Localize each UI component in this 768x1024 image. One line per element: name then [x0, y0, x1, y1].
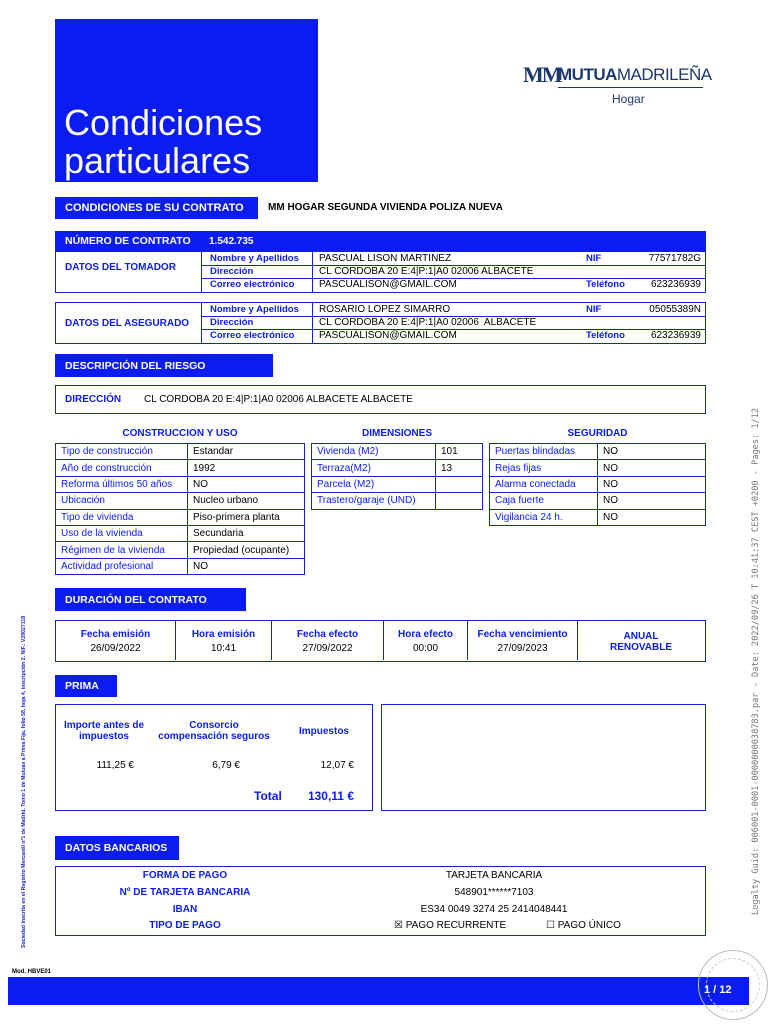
table-row: Actividad profesional NO — [56, 558, 305, 574]
title-block — [55, 19, 318, 182]
table-row: Caja fuerte NO — [490, 493, 706, 509]
logo-divider — [558, 87, 703, 88]
duration-box — [55, 620, 706, 662]
duration-col: Fecha emisión 26/09/2022 — [56, 621, 176, 660]
duration-col: Hora efecto 00:00 — [384, 621, 468, 660]
seguridad-table — [489, 443, 706, 526]
tomador-section — [55, 251, 706, 293]
page-indicator: 1 / 12 — [704, 984, 732, 996]
table-row: Trastero/garaje (UND) — [312, 493, 483, 509]
tomador-telefono: 623236939 — [650, 279, 701, 290]
footer-bar — [8, 977, 749, 1005]
table-row: Tipo de vivienda Piso-primera planta — [56, 509, 305, 525]
prima-impuestos-label: Impuestos — [298, 726, 349, 737]
construccion-title: CONSTRUCCION Y USO — [122, 428, 238, 439]
table-row: Año de construcción 1992 — [56, 460, 305, 476]
bank-details-header: DATOS BANCARIOS — [55, 836, 179, 860]
table-row: Vivienda (M2) 101 — [312, 444, 483, 460]
asegurado-nombre: ROSARIO LOPEZ SIMARRO — [319, 304, 451, 315]
page-title: Condiciones particulares — [64, 102, 263, 181]
form-code: Mod. HBVE01 — [12, 969, 52, 975]
table-row: Uso de la vivienda Secundaria — [56, 525, 305, 541]
logo-sub: Hogar — [612, 92, 645, 106]
asegurado-telefono: 623236939 — [650, 330, 701, 341]
pago-unico-checkbox: ☐ PAGO ÚNICO — [546, 920, 621, 931]
tomador-correo: PASCUALISON@GMAIL.COM — [319, 279, 457, 290]
seguridad-title: SEGURIDAD — [567, 428, 628, 439]
prima-importe-label: Importe antes de impuestos — [63, 720, 145, 742]
table-row: Régimen de la vivienda Propiedad (ocupante) — [56, 542, 305, 558]
risk-description-header: DESCRIPCIÓN DEL RIESGO — [55, 354, 273, 377]
prima-consorcio-label: Consorcio compensación seguros — [158, 720, 270, 742]
asegurado-grid: Nombre y Apellidos ROSARIO LOPEZ SIMARRO Dirección CL CORDOBA 20 E:4|P:1|A0 02006 ALBACETE Correo electrónico PASCUALISON@GMAIL.COM NIF 05055389N Teléfono 623236939 — [201, 303, 705, 343]
contract-product: MM HOGAR SEGUNDA VIVIENDA POLIZA NUEVA — [268, 202, 503, 213]
dimensiones-title: DIMENSIONES — [361, 428, 432, 439]
tomador-grid: Nombre y Apellidos PASCUAL LISON MARTINEZ Dirección CL CORDOBA 20 E:4|P:1|A0 02006 ALBACETE Correo electrónico PASCUALISON@GMAIL.COM NIF 77571782G Teléfono 623236939 — [201, 252, 705, 292]
table-row: Parcela (M2) — [312, 476, 483, 492]
table-row: Vigilancia 24 h. NO — [490, 509, 706, 525]
prima-impuestos: 12,07 € — [320, 760, 354, 771]
logo-mark: MM — [523, 62, 561, 87]
bank-tarjeta: 548901******7103 — [454, 887, 534, 898]
tomador-direccion: CL CORDOBA 20 E:4|P:1|A0 02006 ALBACETE — [319, 266, 534, 277]
risk-address-box: DIRECCIÓN CL CORDOBA 20 E:4|P:1|A0 02006 ALBACETE ALBACETE — [55, 385, 706, 414]
table-row: Alarma conectada NO — [490, 476, 706, 492]
contract-number: 1.542.735 — [209, 235, 254, 247]
table-row: Tipo de construcción Estandar — [56, 444, 305, 460]
bank-forma: TARJETA BANCARIA — [445, 870, 543, 881]
prima-total-label: Total — [254, 789, 282, 803]
asegurado-direccion: CL CORDOBA 20 E:4|P:1|A0 02006 ALBACETE — [319, 317, 537, 328]
table-row: Ubicación Nucleo urbano — [56, 493, 305, 509]
tomador-nif: 77571782G — [648, 253, 701, 264]
duration-col: Fecha vencimiento 27/09/2023 — [468, 621, 578, 660]
table-row: Reforma últimos 50 años NO — [56, 476, 305, 492]
table-row: Terraza(M2) 13 — [312, 460, 483, 476]
tomador-label: DATOS DEL TOMADOR — [65, 262, 176, 273]
risk-address: CL CORDOBA 20 E:4|P:1|A0 02006 ALBACETE ALBACETE — [144, 394, 413, 405]
tomador-nombre: PASCUAL LISON MARTINEZ — [319, 253, 452, 264]
asegurado-label: DATOS DEL ASEGURADO — [65, 318, 190, 329]
duration-header: DURACIÓN DEL CONTRATO — [55, 588, 246, 611]
contract-conditions-header: CONDICIONES DE SU CONTRATO — [55, 197, 258, 219]
duration-col: Hora emisión 10:41 — [176, 621, 272, 660]
dimensiones-table — [311, 443, 483, 510]
prima-header: PRIMA — [55, 675, 117, 697]
table-row: Puertas blindadas NO — [490, 444, 706, 460]
prima-empty-box — [381, 704, 706, 811]
prima-consorcio: 6,79 € — [212, 760, 240, 771]
construccion-table — [55, 443, 305, 575]
mutua-logo — [523, 62, 712, 112]
logo-name: MUTUAMADRILEÑA — [558, 65, 712, 84]
duration-renovable: ANUAL RENOVABLE — [609, 631, 673, 653]
asegurado-nif: 05055389N — [649, 304, 701, 315]
asegurado-correo: PASCUALISON@GMAIL.COM — [319, 330, 457, 341]
bank-iban: ES34 0049 3274 25 2414048441 — [420, 904, 568, 915]
asegurado-section — [55, 302, 706, 344]
contract-number-bar: NÚMERO DE CONTRATO 1.542.735 — [55, 231, 706, 251]
prima-box — [55, 704, 373, 811]
logalty-side-text: Logalty Guid: 006001-0001-0000000038783.par - Date: 2022/09/26 T 10:41:37 CEST +0200 - Pages: 1/12 — [751, 407, 761, 915]
duration-col: Fecha efecto 27/09/2022 — [272, 621, 384, 660]
bank-details-box: FORMA DE PAGO TARJETA BANCARIA Nº DE TARJETA BANCARIA 548901******7103 IBAN ES34 0049 3274 25 2414048441 TIPO DE PAGO ☒ PAGO RECURRENTE ☐ PAGO ÚNICO — [55, 866, 706, 936]
registry-side-text: Sociedad Inscrita en el Registro Mercantil nº1 de Madrid, Tomo 1 de Mutuas a Prima Fija, folio 58, hoja 4, inscripción 2. NIF.: V28027118 — [21, 615, 27, 948]
pago-recurrente-checkbox: ☒ PAGO RECURRENTE — [394, 920, 507, 931]
prima-total: 130,11 € — [307, 789, 354, 803]
prima-importe: 111,25 € — [96, 760, 134, 771]
table-row: Rejas fijas NO — [490, 460, 706, 476]
